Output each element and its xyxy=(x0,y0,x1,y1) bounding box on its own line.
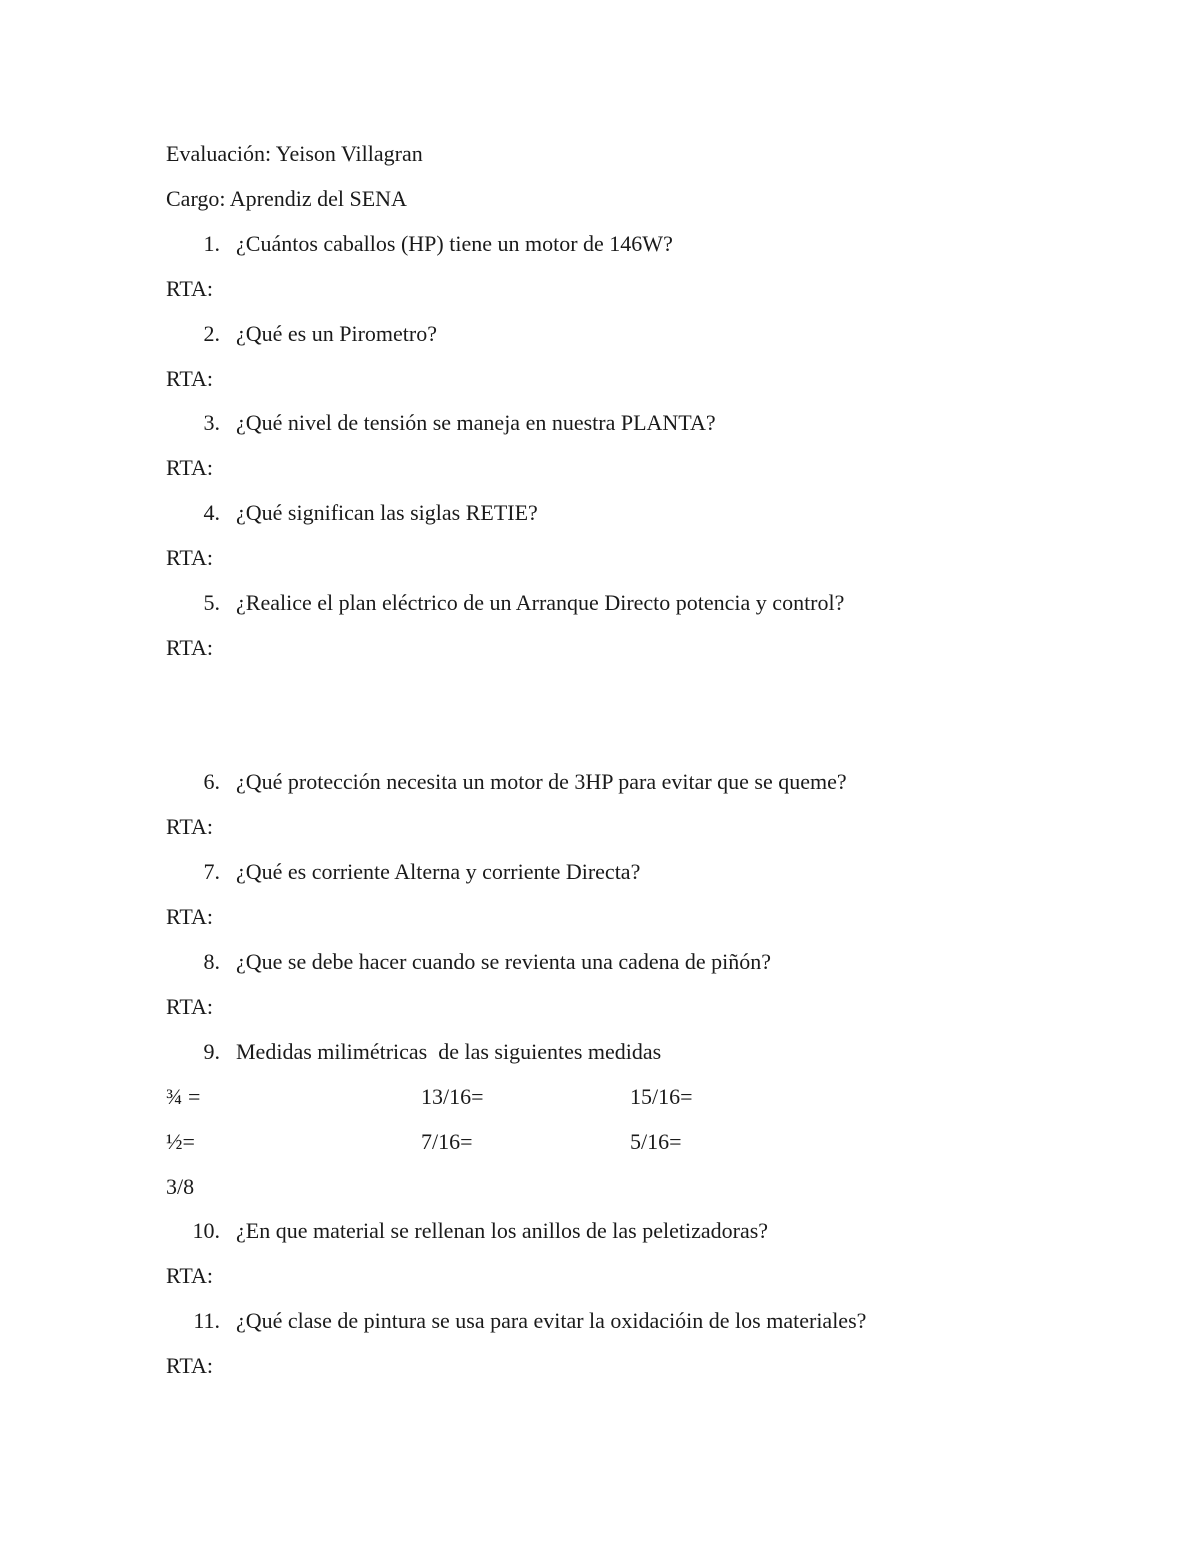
measure-13-16: 13/16= xyxy=(421,1084,484,1109)
question-number: 11. xyxy=(193,1308,220,1333)
answer-label: RTA: xyxy=(166,276,214,301)
question-text: ¿Qué clase de pintura se usa para evitar la oxidacióin de los materiales? xyxy=(236,1308,867,1333)
measure-15-16: 15/16= xyxy=(630,1084,693,1109)
question-text: ¿Qué protección necesita un motor de 3HP para evitar que se queme? xyxy=(236,769,847,794)
question-text: ¿Qué es corriente Alterna y corriente Directa? xyxy=(236,859,641,884)
question-number: 3. xyxy=(203,410,220,435)
question-text: ¿Qué significan las siglas RETIE? xyxy=(236,500,538,525)
question-text: ¿Que se debe hacer cuando se revienta una cadena de piñón? xyxy=(236,949,772,974)
answer-label: RTA: xyxy=(166,366,214,391)
answer-label: RTA: xyxy=(166,904,214,929)
question-number: 6. xyxy=(203,769,220,794)
measure-3-8: 3/8 xyxy=(166,1174,195,1199)
question-text: ¿En que material se rellenan los anillos de las peletizadoras? xyxy=(236,1218,769,1243)
question-number: 1. xyxy=(203,231,220,256)
question-text: ¿Qué es un Pirometro? xyxy=(236,321,437,346)
measure-5-16: 5/16= xyxy=(630,1129,682,1154)
answer-label: RTA: xyxy=(166,994,214,1019)
evaluation-name: Evaluación: Yeison Villagran xyxy=(166,141,423,166)
measure-one-half: ½= xyxy=(166,1129,195,1154)
cargo-line: Cargo: Aprendiz del SENA xyxy=(166,186,407,211)
question-number: 9. xyxy=(203,1039,220,1064)
question-number: 5. xyxy=(203,590,220,615)
answer-label: RTA: xyxy=(166,455,214,480)
question-number: 7. xyxy=(203,859,220,884)
question-text: ¿Realice el plan eléctrico de un Arranque Directo potencia y control? xyxy=(236,590,845,615)
question-text: ¿Cuántos caballos (HP) tiene un motor de 146W? xyxy=(236,231,673,256)
answer-label: RTA: xyxy=(166,814,214,839)
question-number: 2. xyxy=(203,321,220,346)
answer-label: RTA: xyxy=(166,635,214,660)
question-number: 8. xyxy=(203,949,220,974)
answer-label: RTA: xyxy=(166,545,214,570)
question-number: 4. xyxy=(203,500,220,525)
question-text: ¿Qué nivel de tensión se maneja en nuestra PLANTA? xyxy=(236,410,716,435)
question-number: 10. xyxy=(192,1218,220,1243)
answer-label: RTA: xyxy=(166,1353,214,1378)
answer-label: RTA: xyxy=(166,1263,214,1288)
measure-7-16: 7/16= xyxy=(421,1129,473,1154)
question-text: Medidas milimétricas de las siguientes medidas xyxy=(236,1039,662,1064)
measure-three-quarters: ¾ = xyxy=(166,1084,201,1109)
